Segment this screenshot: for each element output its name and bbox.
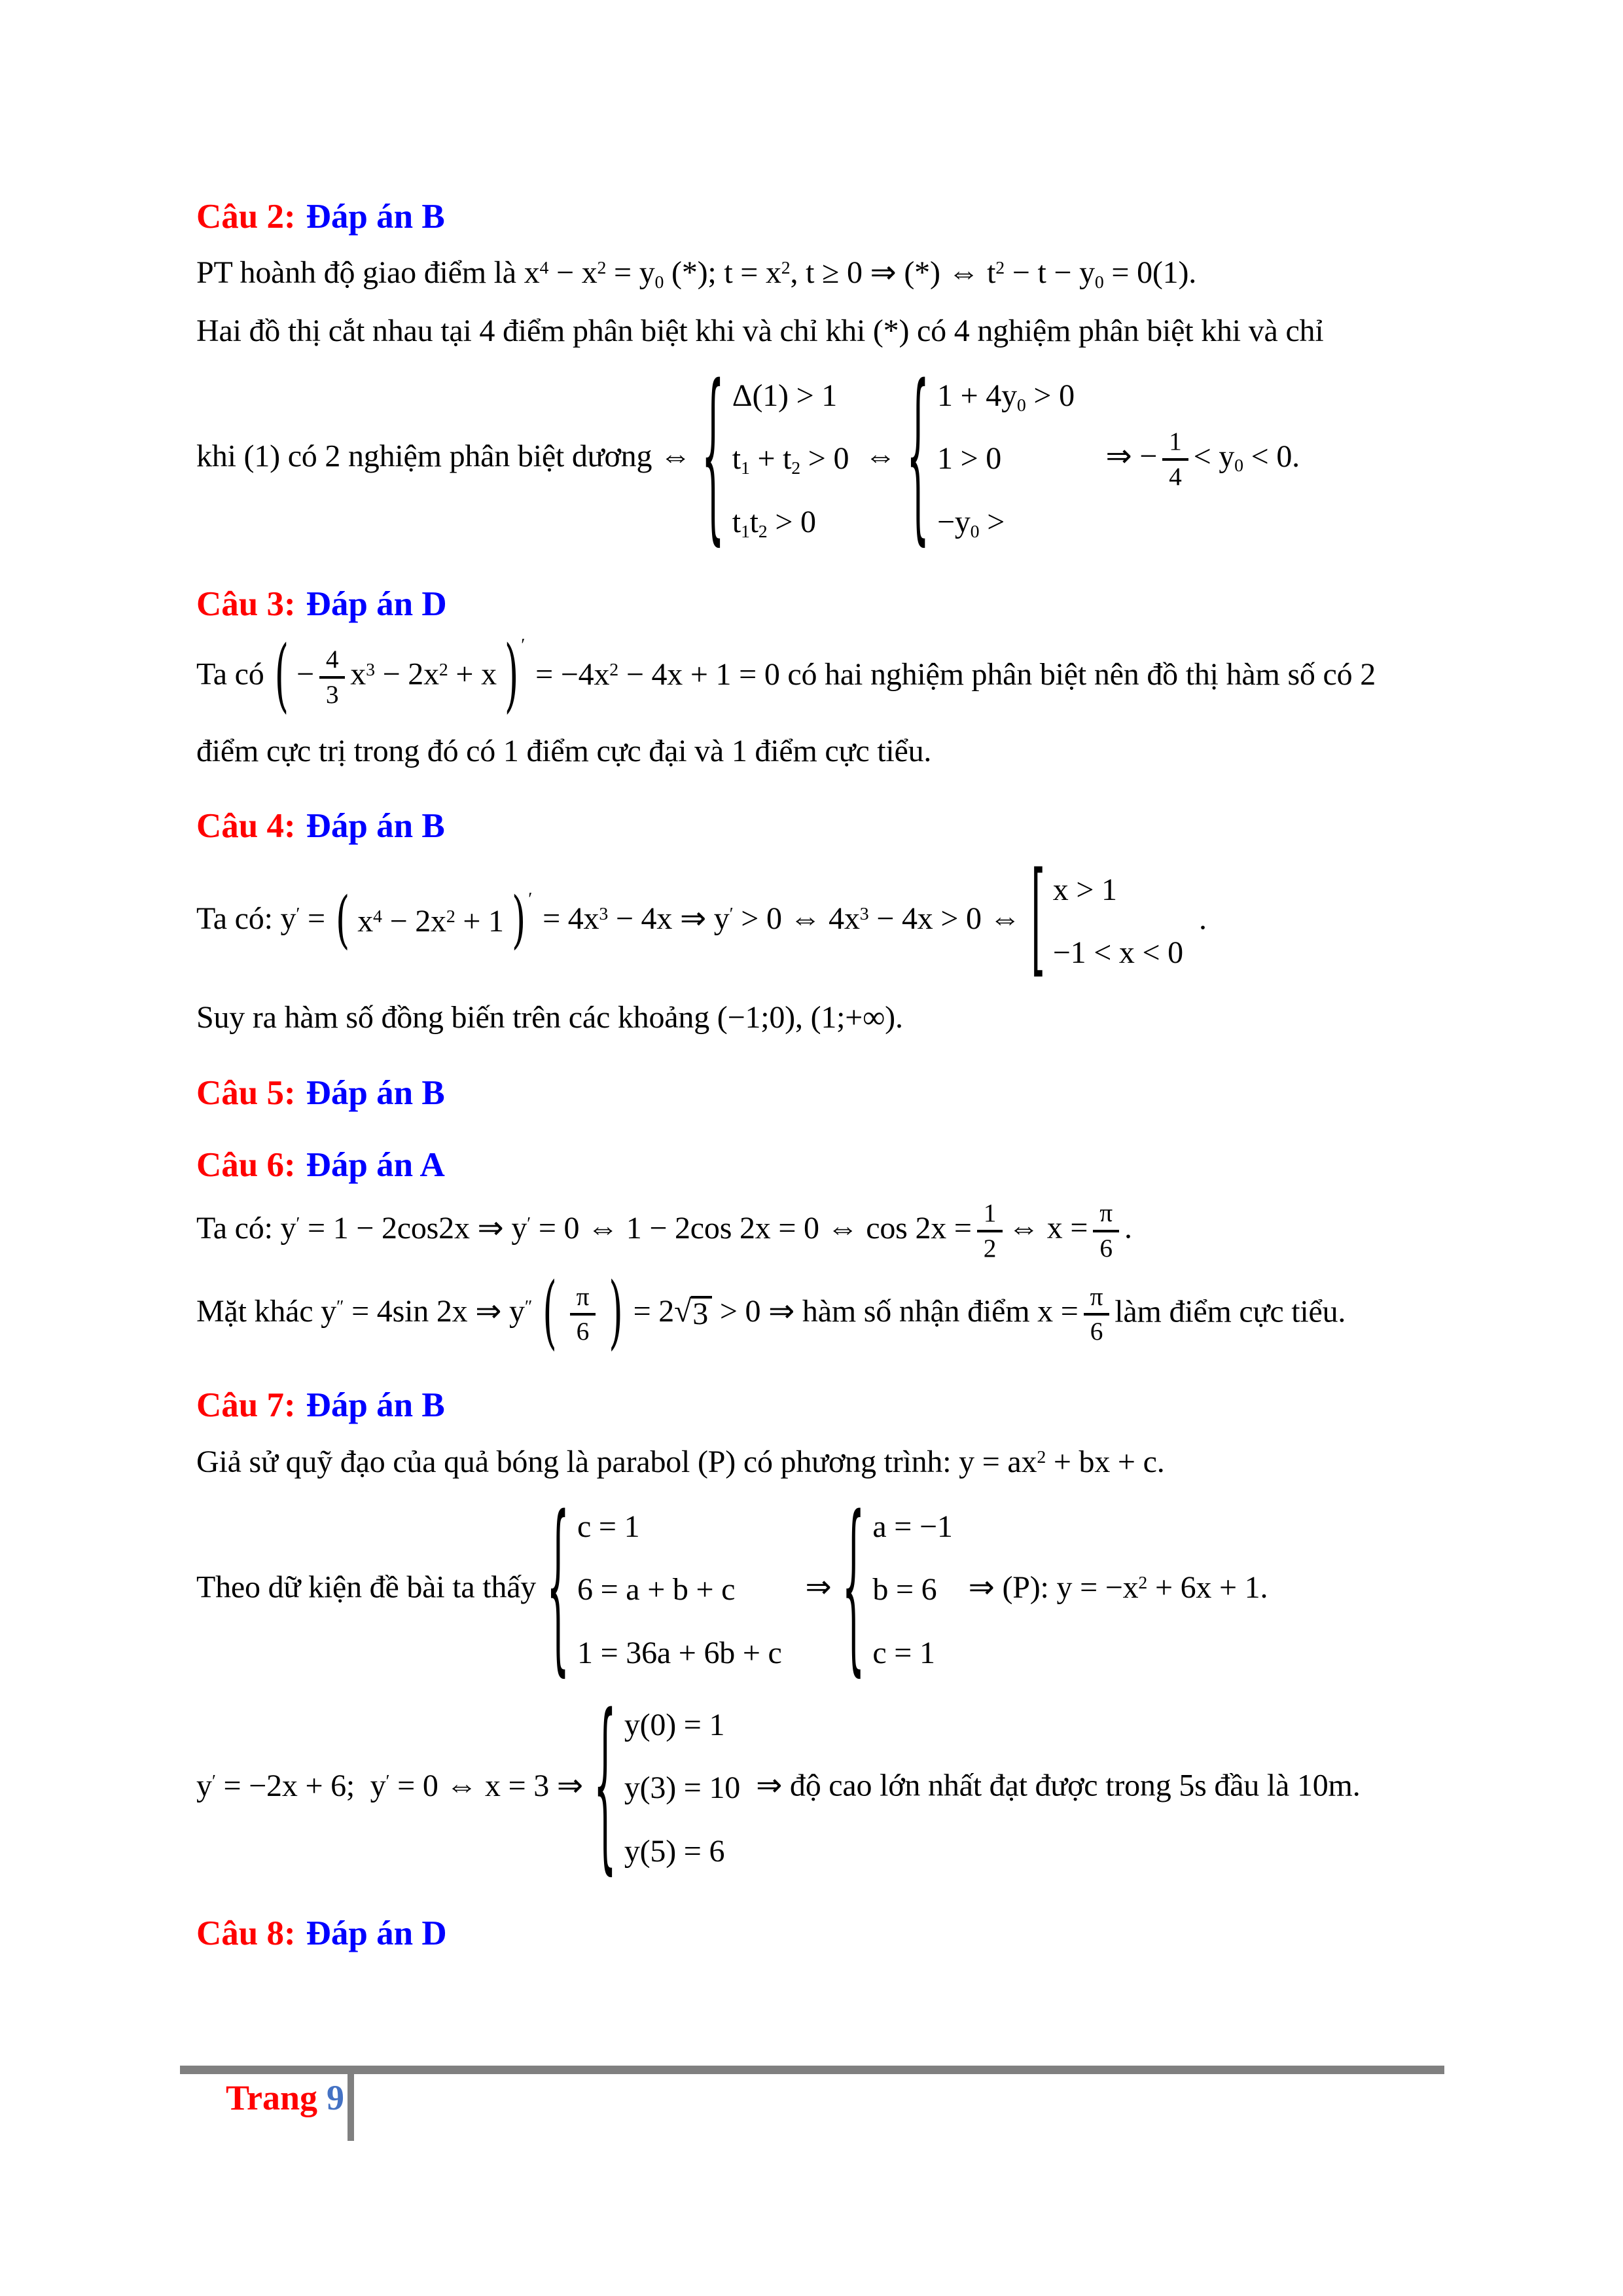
fraction-denominator: 4: [1162, 458, 1188, 493]
math-run: Suy ra hàm số đồng biến trên các khoảng (−1;0), (1;+∞).: [196, 1000, 903, 1035]
subscript: 0: [1234, 456, 1243, 476]
footer-page-label: [226, 2079, 344, 2117]
solution-section: [196, 1912, 1465, 1955]
brace-delimiter: {: [593, 1679, 616, 1894]
equation-group: [334, 885, 533, 957]
equation-line: [558, 1274, 608, 1355]
question-number: Câu 2:: [196, 198, 296, 236]
equation-group: [905, 350, 1081, 565]
solution-section: [196, 583, 1465, 776]
sqrt-content: 3: [691, 1296, 712, 1330]
fraction-denominator: 6: [570, 1313, 596, 1348]
equation-line: a = −1: [872, 1509, 953, 1544]
math-run: điểm cực trị trong đó có 1 điểm cực đại và 1 điểm cực tiểu.: [196, 733, 932, 768]
question-number: Câu 7:: [196, 1386, 296, 1425]
fraction: [1084, 1281, 1110, 1348]
superscript: 4: [539, 258, 549, 279]
solution-section: [196, 1071, 1465, 1115]
fraction-denominator: 6: [1084, 1313, 1109, 1348]
math-run: Giả sử quỹ đạo của quả bóng là parabol (P) có phương trình: $y = ax^2$ + bx + c.: [196, 1444, 1165, 1479]
equation-group: [274, 630, 527, 723]
fraction: [1162, 425, 1188, 493]
answer-label: Đáp án B: [306, 807, 445, 846]
equation-line: 1 = 36a + 6b + c: [577, 1635, 782, 1670]
subscript: 1: [740, 521, 750, 542]
superscript: ′: [296, 904, 300, 925]
math-run: y′ = −2x + 6; y′ = 0 ⇔ x = 3 ⇒: [196, 1768, 583, 1803]
fraction: [1093, 1197, 1119, 1265]
superscript: 2: [1037, 1446, 1046, 1467]
superscript: ″: [524, 1297, 533, 1318]
subscript: 0: [1016, 395, 1026, 416]
math-run: Theo dữ kiện đề bài ta thấy: [196, 1570, 537, 1605]
question-number: Câu 5:: [196, 1073, 296, 1112]
superscript: ″: [336, 1297, 344, 1318]
solution-section: [196, 1143, 1465, 1360]
solution-row: [196, 1480, 1465, 1696]
math-run: ⇒: [797, 1570, 832, 1605]
fraction-numerator: 4: [325, 645, 339, 674]
answer-label: Đáp án B: [306, 1073, 445, 1112]
section-heading: [196, 195, 1465, 238]
superscript: 2: [995, 258, 1005, 279]
superscript: ′: [385, 1770, 390, 1791]
superscript: 2: [609, 659, 619, 680]
group-prime: ′: [528, 888, 533, 909]
math-run: ⇒ −: [1090, 439, 1158, 474]
superscript: 2: [438, 659, 448, 680]
fraction-numerator: 1: [1169, 427, 1182, 456]
brace-delimiter: {: [701, 350, 724, 565]
fraction-numerator: π: [576, 1282, 590, 1311]
math-run: khi (1) có 2 nghiệm phân biệt dương ⇔: [196, 439, 691, 474]
subscript: 1: [740, 458, 750, 479]
fraction-denominator: 6: [1093, 1230, 1118, 1265]
solution-row: [196, 848, 1465, 992]
superscript: 2: [597, 258, 607, 279]
equation-line: −1 < x < 0: [1052, 935, 1183, 970]
solutions-content: [196, 195, 1465, 1966]
superscript: ′: [527, 1213, 531, 1234]
answer-label: Đáp án A: [306, 1146, 445, 1185]
equation-line: c = 1: [577, 1509, 640, 1544]
footer-page-number: 9: [327, 2078, 345, 2117]
equation-lines: [931, 365, 1081, 554]
equation-group: [840, 1480, 959, 1696]
math-run: .: [1198, 901, 1207, 936]
fraction-denominator: 2: [977, 1230, 1003, 1265]
superscript: 3: [366, 659, 375, 680]
equation-line: $t_1 + t_2 > 0$: [732, 441, 849, 479]
paren-delimiter: ): [504, 630, 519, 723]
equation-lines: [571, 1496, 789, 1685]
group-prime: ′: [521, 635, 526, 656]
math-run: Mặt khác y″ = 4sin 2x ⇒ y″: [196, 1294, 533, 1329]
paren-delimiter: ): [609, 1266, 623, 1360]
subscript: 2: [791, 458, 800, 479]
math-run: PT hoành độ giao điểm là $x^4 - x^2 = y_0$ (*); $t = x^2$, t ≥ 0 ⇒ (*) ⇔ $t^2 - t - y_0 = 0(1)$.: [196, 255, 1197, 293]
equation-line: $x^4 - 2x^2 + 1$: [357, 903, 504, 939]
equation-lines: [290, 636, 503, 718]
solution-section: [196, 195, 1465, 565]
paren-delimiter: (: [274, 630, 289, 723]
math-run: Hai đồ thị cắt nhau tại 4 điểm phân biệt khi và chỉ khi (*) có 4 nghiệm phân biệt khi và chỉ: [196, 313, 1324, 348]
superscript: ′: [296, 1213, 300, 1234]
equation-line: $t_1t_2 > 0$: [732, 504, 816, 542]
superscript: 4: [373, 906, 382, 927]
equation-group: [545, 1480, 789, 1696]
solution-row: [196, 307, 1465, 355]
footer-vertical-bar: [348, 2074, 354, 2141]
paren-delimiter: (: [335, 885, 350, 957]
math-run: Ta có: y′ = 1 − 2cos2x ⇒ y′ = 0 ⇔ 1 − 2cos 2x = 0 ⇔ cos 2x =: [196, 1210, 972, 1246]
superscript: ′: [729, 904, 734, 925]
equation-group: [541, 1266, 624, 1360]
math-run: .: [1124, 1210, 1132, 1246]
solution-row: [196, 727, 1465, 776]
superscript: 2: [781, 258, 791, 279]
solution-row: [196, 1266, 1465, 1360]
solution-section: [196, 804, 1465, 1042]
equation-lines: [618, 1694, 747, 1883]
math-run: = 2 √ 3 > 0 ⇒ hàm số nhận điểm x =: [633, 1294, 1079, 1332]
answer-label: Đáp án B: [306, 1386, 445, 1425]
equation-lines: [351, 890, 510, 953]
subscript: 0: [970, 521, 980, 542]
equation-line: c = 1: [872, 1635, 935, 1670]
subscript: 0: [1094, 272, 1104, 293]
equation-line: − $\frac{4}{3}$ $x^3 - 2x^2 + x$: [290, 636, 503, 718]
equation-line: y(0) = 1: [624, 1708, 725, 1743]
sqrt-radical-icon: √: [674, 1294, 692, 1329]
equation-line: y(3) = 10: [624, 1770, 741, 1806]
equation-line: y(5) = 6: [624, 1833, 725, 1869]
equation-line: 6 = a + b + c: [577, 1572, 736, 1607]
equation-line: Δ(1) > 1: [732, 378, 838, 414]
section-heading: [196, 1071, 1465, 1115]
fraction: [977, 1197, 1003, 1265]
solution-row: [196, 249, 1465, 297]
solution-row: [196, 994, 1465, 1042]
paren-delimiter: ): [511, 885, 526, 957]
footer-divider-bar: [180, 2066, 1444, 2074]
fraction-denominator: 3: [319, 676, 345, 711]
fraction-numerator: π: [1099, 1198, 1113, 1228]
answer-label: Đáp án D: [306, 585, 447, 624]
answer-label: Đáp án B: [306, 198, 445, 236]
math-run: = $-4x^2 - 4x + 1 = 0$ có hai nghiệm phân biệt nên đồ thị hàm số có 2: [535, 656, 1376, 692]
brace-delimiter: {: [546, 1480, 570, 1696]
math-run: làm điểm cực tiểu.: [1115, 1294, 1346, 1329]
solution-section: [196, 1384, 1465, 1894]
math-run: ⇒ (P): $y = -x^2 + 6x + 1$.: [968, 1570, 1268, 1605]
section-heading: [196, 804, 1465, 848]
math-run: Ta có: y′ =: [196, 901, 325, 936]
equation-line: $1 + 4y_0 > 0$: [937, 378, 1075, 416]
solution-row: [196, 1438, 1465, 1486]
answer-label: Đáp án D: [306, 1914, 447, 1953]
equation-group: [700, 350, 855, 565]
footer-label-text: Trang: [226, 2078, 318, 2117]
math-run: ⇔ x =: [1008, 1210, 1088, 1246]
solution-row: [196, 1197, 1465, 1265]
question-number: Câu 3:: [196, 585, 296, 624]
brace-delimiter: {: [842, 1480, 865, 1696]
math-run: ⇒ độ cao lớn nhất đạt được trong 5s đầu là 10m.: [756, 1768, 1361, 1803]
equation-lines: [726, 365, 855, 554]
equation-group: [1029, 848, 1190, 992]
question-number: Câu 8:: [196, 1914, 296, 1953]
equation-group: [592, 1679, 747, 1894]
equation-lines: [558, 1274, 608, 1355]
math-run: < $y_0 < 0$.: [1193, 439, 1300, 476]
section-heading: [196, 1143, 1465, 1187]
equation-line: b = 6: [872, 1572, 937, 1607]
math-run: ⇔: [865, 439, 897, 474]
math-run: = $4x^3 - 4x$ ⇒ y′ > 0 ⇔ $4x^3 - 4x > 0$ ⇔: [543, 901, 1021, 936]
math-run: Ta có: [196, 656, 264, 692]
sqrt: [674, 1296, 712, 1330]
solution-row: [196, 1679, 1465, 1894]
superscript: 3: [599, 904, 609, 925]
paren-delimiter: (: [543, 1266, 557, 1360]
subscript: 0: [654, 272, 664, 293]
section-heading: [196, 583, 1465, 626]
bracket-delimiter: [: [1031, 848, 1045, 992]
question-number: Câu 4:: [196, 807, 296, 846]
brace-delimiter: {: [906, 350, 929, 565]
fraction: [319, 643, 345, 711]
superscript: 2: [446, 906, 455, 927]
question-number: Câu 6:: [196, 1146, 296, 1185]
superscript: ′: [211, 1770, 216, 1791]
equation-line: $-y_0$ >: [937, 504, 1005, 542]
superscript: 2: [1138, 1572, 1148, 1593]
equation-line: x > 1: [1052, 872, 1117, 907]
section-heading: [196, 1384, 1465, 1427]
section-heading: [196, 1912, 1465, 1955]
solution-row: [196, 630, 1465, 723]
equation-lines: [1046, 859, 1190, 985]
superscript: 3: [859, 904, 869, 925]
fraction-numerator: 1: [983, 1198, 997, 1228]
subscript: 2: [758, 521, 768, 542]
solution-row: [196, 350, 1465, 565]
equation-line: 1 > 0: [937, 441, 1002, 476]
fraction: [570, 1281, 596, 1348]
fraction-numerator: π: [1090, 1282, 1103, 1311]
equation-lines: [866, 1496, 959, 1685]
